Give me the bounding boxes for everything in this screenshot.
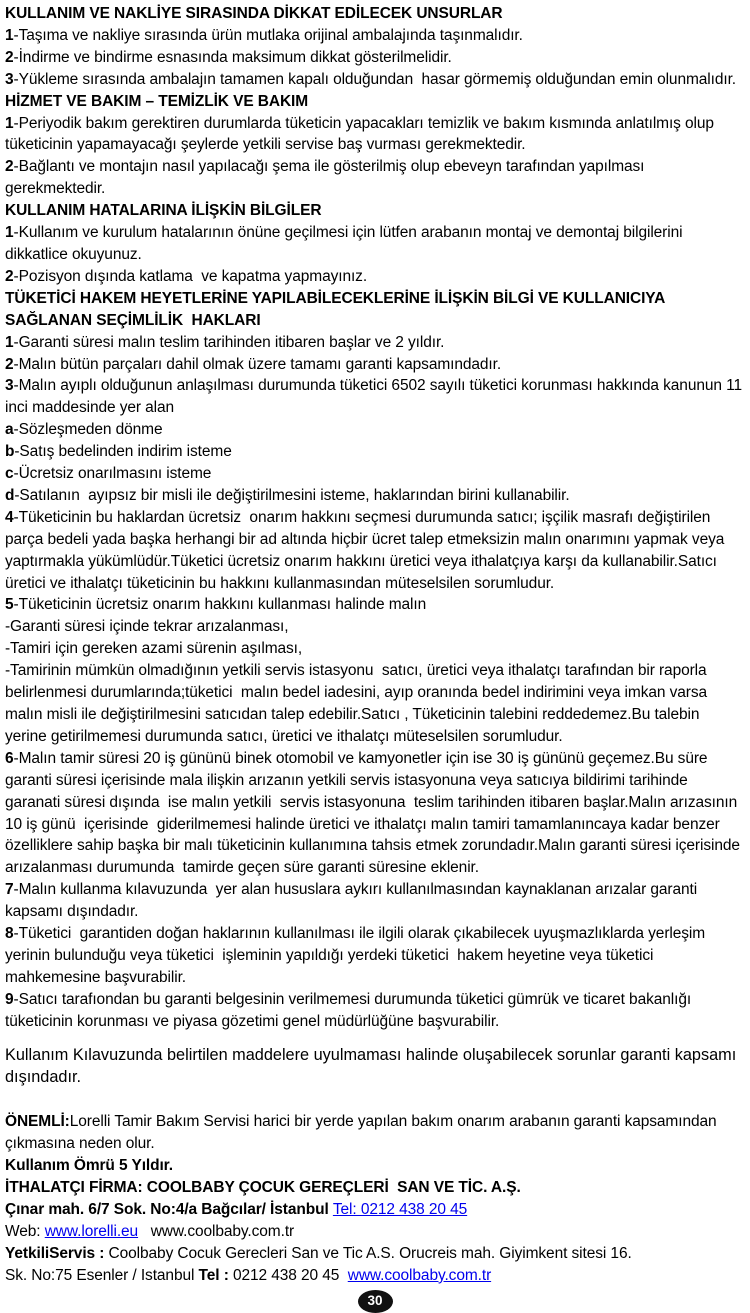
text: KULLANIM VE NAKLİYE SIRASINDA DİKKAT EDİLECEK UNSURLAR — [5, 5, 503, 22]
paragraph — [5, 1243, 745, 1265]
section-heading — [5, 91, 745, 113]
text: -Taşıma ve nakliye sırasında ürün mutlaka orijinal ambalajında taşınmalıdır. — [13, 26, 523, 44]
bold-text: 1 — [5, 114, 14, 132]
bold-text: 1 — [5, 333, 14, 351]
bold-text: c — [5, 465, 14, 483]
text: -Tüketicinin ücretsiz onarım hakkını kullanması halinde malın — [13, 596, 427, 614]
bold-text: 4 — [5, 508, 14, 526]
text: Web: — [5, 1222, 45, 1240]
paragraph — [5, 748, 745, 879]
bold-text: 2 — [5, 48, 14, 66]
text: -Tüketicinin bu haklardan ücretsiz onarım hakkını seçmesi durumunda satıcı; işçilik masrafı değiştirilen parça bedeli yada başka herhangi bir ad altında hiçbir ücret talep etmeksizin malın onarımını yapmak veya yaptırmakla yükümlüdür.Tüketici ücretsiz onarım hakkını üretici veya ithalatçıya karşı da kullanabilir.Satıcı üretici ve ithalatçı tüketicinin bu hakkını kullanmasından müteselsilen sorumludur. — [5, 508, 729, 592]
paragraph-spacer — [5, 1033, 745, 1045]
document-body — [5, 3, 745, 1287]
paragraph-spacer — [5, 1088, 745, 1111]
text: -Yükleme sırasında ambalajın tamamen kapalı olduğundan hasar görmemiş olduğundan emin olunmalıdır. — [13, 70, 736, 88]
link-coolbaby-website[interactable]: www.coolbaby.com.tr — [347, 1266, 492, 1284]
text: -Satış bedelinden indirim isteme — [14, 443, 232, 461]
text: -Pozisyon dışında katlama ve kapatma yapmayınız. — [13, 267, 368, 285]
page-number-badge: 30 — [358, 1290, 393, 1313]
text: KULLANIM HATALARINA İLİŞKİN BİLGİLER — [5, 202, 322, 220]
bold-text: ÖNEMLİ: — [5, 1113, 70, 1131]
paragraph — [5, 1221, 745, 1243]
bold-text: 3 — [5, 70, 14, 88]
text: 0212 438 20 45 — [232, 1266, 348, 1284]
bold-text: 5 — [5, 596, 14, 614]
text: -İndirme ve bindirme esnasında maksimum dikkat gösterilmelidir. — [13, 48, 452, 66]
text: -Kullanım ve kurulum hatalarının önüne geçilmesi için lütfen arabanın montaj ve demontaj bilgilerini dikkatlice okuyunuz. — [5, 224, 687, 263]
bold-text: 3 — [5, 377, 14, 395]
paragraph — [5, 507, 745, 595]
bold-text: YetkiliServis : — [5, 1244, 109, 1262]
bold-text: 9 — [5, 990, 14, 1008]
bold-text: d — [5, 486, 15, 504]
bold-text: 7 — [5, 881, 14, 899]
bold-text: 1 — [5, 26, 14, 44]
text: HİZMET VE BAKIM – TEMİZLİK VE BAKIM — [5, 92, 309, 110]
paragraph — [5, 594, 745, 616]
text: -Ücretsiz onarılmasını isteme — [13, 465, 212, 483]
paragraph — [5, 25, 745, 47]
paragraph — [5, 660, 745, 748]
bold-text: a — [5, 421, 14, 439]
bold-text: Tel : — [198, 1266, 233, 1284]
text: -Tamiri için gereken azami sürenin aşılması, — [5, 640, 303, 658]
paragraph — [5, 419, 745, 441]
bold-text: 8 — [5, 925, 14, 943]
bold-text: b — [5, 443, 15, 461]
paragraph — [5, 156, 745, 200]
section-heading — [5, 288, 745, 332]
bold-text: 2 — [5, 267, 14, 285]
text: TÜKETİCİ HAKEM HEYETLERİNE YAPILABİLECEKLERİNE İLİŞKİN BİLGİ VE KULLANICIYA SAĞLANAN SEÇİMLİLİK HAKLARI — [5, 289, 669, 329]
text: -Periyodik bakım gerektiren durumlarda tüketicin yapacakları temizlik ve bakım kısmında anlatılmış olup tüketicinin yapamayacağı şeylerde yetkili servise baş vurması gerekmektedir. — [5, 114, 719, 154]
text: Coolbaby Cocuk Gerecleri San ve Tic A.S. Orucreis mah. Giyimkent sitesi 16. — [108, 1244, 632, 1262]
paragraph — [5, 69, 745, 91]
paragraph — [5, 354, 745, 376]
text: Lorelli Tamir Bakım Servisi harici bir yerde yapılan bakım onarım arabanın garanti kapsamından çıkmasına neden olur. — [5, 1113, 721, 1153]
paragraph — [5, 879, 745, 923]
paragraph — [5, 485, 745, 507]
paragraph — [5, 266, 745, 288]
paragraph — [5, 222, 745, 266]
paragraph — [5, 989, 745, 1033]
text: -Sözleşmeden dönme — [13, 421, 163, 439]
paragraph — [5, 441, 745, 463]
paragraph — [5, 923, 745, 989]
text: www.coolbaby.com.tr — [138, 1222, 295, 1240]
text: -Garanti süresi içinde tekrar arızalanması, — [5, 618, 289, 636]
bold-text: İTHALATÇI FİRMA: COOLBABY ÇOCUK GEREÇLERİ SAN VE TİC. A.Ş. — [5, 1179, 521, 1197]
text: Kullanım Kılavuzunda belirtilen maddelere uyulmaması halinde oluşabilecek sorunlar garanti kapsamı dışındadır. — [5, 1045, 741, 1086]
bold-text: 6 — [5, 749, 14, 767]
text: -Satılanın ayıpsız bir misli ile değiştirilmesini isteme, haklarından birini kullanabilir. — [14, 486, 570, 504]
paragraph — [5, 1199, 745, 1221]
paragraph — [5, 1155, 745, 1177]
link-lorelli-website[interactable]: www.lorelli.eu — [44, 1222, 139, 1240]
paragraph — [5, 1177, 745, 1199]
paragraph — [5, 1111, 745, 1155]
link-tel-bagcilar[interactable]: Tel: 0212 438 20 45 — [332, 1201, 468, 1219]
bold-text: 2 — [5, 158, 14, 176]
paragraph — [5, 463, 745, 485]
text: -Malın bütün parçaları dahil olmak üzere tamamı garanti kapsamındadır. — [13, 355, 502, 373]
paragraph — [5, 47, 745, 69]
text: -Tamirinin mümkün olmadığının yetkili servis istasyonu satıcı, üretici veya ithalatçı tarafından bir raporla belirlenmesi durumlarında;tüketici malın bedel iadesini, ayıp oranında bedel indirimini veya imkan varsa malın misli ile değiştirilmesini satıcıdan talep edebilir.Satıcı , Tüketicinin talebini reddedemez.Bu talebin yerine getirilmemesi durumunda satıcı, üretici ve ithalatçı müteselsilen sorumludur. — [5, 662, 712, 745]
paragraph — [5, 332, 745, 354]
text: -Satıcı tarafıondan bu garanti belgesinin verilmemesi durumunda tüketici gümrük ve ticaret bakanlığı tüketicinin korunması ve piyasa gözetimi genel müdürlüğüne başvurabilir. — [5, 990, 696, 1030]
text: Sk. No:75 Esenler / Istanbul — [5, 1266, 199, 1284]
text: -Garanti süresi malın teslim tarihinden itibaren başlar ve 2 yıldır. — [13, 333, 445, 351]
paragraph — [5, 1045, 745, 1089]
text: -Malın ayıplı olduğunun anlaşılması durumunda tüketici 6502 sayılı tüketici korunması hakkında kanunun 11 inci maddesinde yer alan — [5, 377, 747, 417]
section-heading — [5, 200, 745, 222]
text: -Malın kullanma kılavuzunda yer alan hususlara aykırı kullanılmasından kaynaklanan arızalar garanti kapsamı dışındadır. — [5, 881, 702, 921]
section-heading — [5, 3, 745, 25]
bold-text: 1 — [5, 224, 14, 242]
bold-text: 2 — [5, 355, 14, 373]
text: -Malın tamir süresi 20 iş gününü binek otomobil ve kamyonetler için ise 30 iş gününü geçemez.Bu süre garanti süresi içerisinde mala ilişkin arızanın yetkili servis istasyonuna veya satıcıya bildirimi tarihinde garanati süresi dışında ise malın yetkili servis istasyonuna teslim tarihinden itibaren başlar.Malın arızasının 10 iş günü içerisinde giderilmemesi halinde üretici ve ithalatçı malın tamiri tamamlanıncaya kadar benzer özelliklere sahip başka bir malı tüketicinin kullanımına tahsis etmek zorundadır.Malın garanti süresi içerisinde arızalanması durumunda tamirde geçen süre garanti süresine eklenir. — [5, 749, 745, 877]
paragraph — [5, 375, 745, 419]
paragraph — [5, 638, 745, 660]
text: -Tüketici garantiden doğan haklarının kullanılması ile ilgili olarak çıkabilecek uyuşmazlıklarda yerleşim yerinin bulunduğu veya tüketici işleminin yapıldığı yerdeki tüketici hakem heyetine veya tüketici mahkemesine başvurabilir. — [5, 925, 710, 986]
text: -Bağlantı ve montajın nasıl yapılacağı şema ile gösterilmiş olup ebeveyn tarafından yapılması gerekmektedir. — [5, 158, 649, 198]
paragraph — [5, 113, 745, 157]
paragraph — [5, 616, 745, 638]
paragraph — [5, 1265, 745, 1287]
bold-text: Kullanım Ömrü 5 Yıldır. — [5, 1157, 173, 1175]
bold-text: Çınar mah. 6/7 Sok. No:4/a Bağcılar/ İstanbul — [5, 1201, 333, 1219]
